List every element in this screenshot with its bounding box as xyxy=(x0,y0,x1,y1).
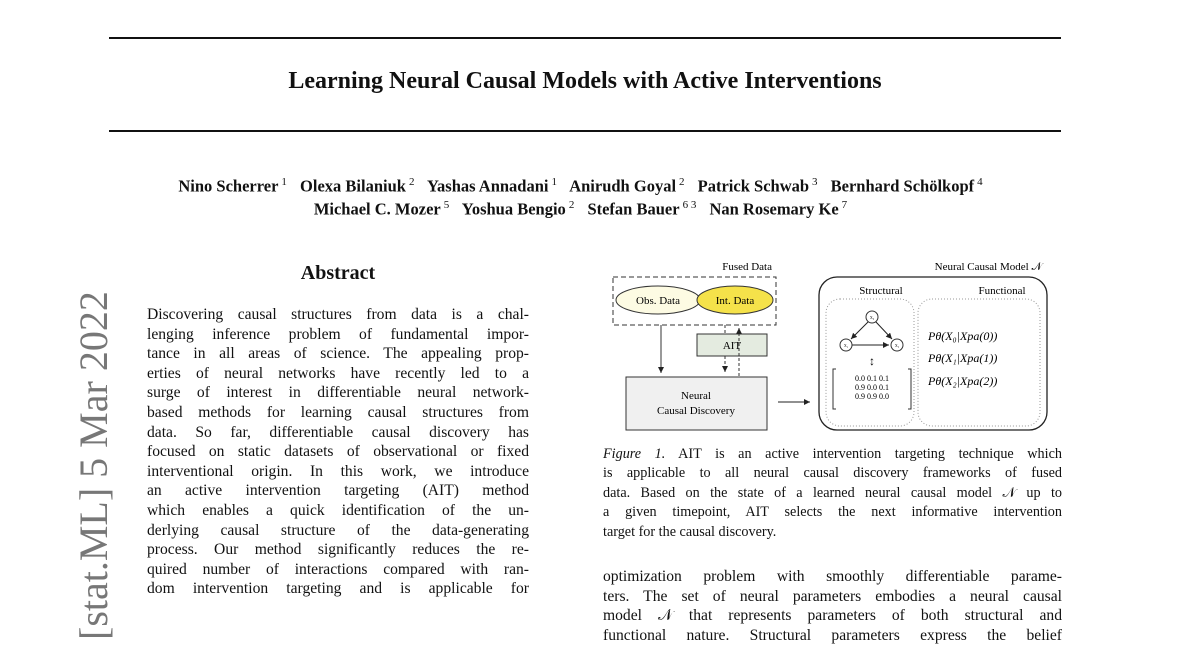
text-line: lenging inference problem of fundamental impor- xyxy=(147,325,529,343)
text-line: tance in all areas of science. The appealing prop- xyxy=(147,345,529,363)
text-line: quired number of interactions compared with ran- xyxy=(147,560,529,578)
ait-label: AIT xyxy=(722,340,742,352)
prob-expr: Pθ(X₀|Xpa(0)) xyxy=(928,329,998,343)
ncd-label: Causal Discovery xyxy=(657,405,735,417)
text-line: functional nature. Structural parameters express the belief xyxy=(603,626,1062,644)
text-line: focused on static datasets of observational or fixed xyxy=(147,443,529,461)
affiliation: 1 xyxy=(551,176,557,188)
affiliation: 6 3 xyxy=(682,199,697,211)
text-line: which enables a quick identification of the un- xyxy=(147,501,529,519)
author: Michael C. Mozer xyxy=(313,199,441,219)
model-label: Neural Causal Model 𝒩 xyxy=(934,261,1042,273)
node-x2: X₂ xyxy=(894,343,900,348)
text-line: surge of interest in differentiable neural network- xyxy=(147,384,529,402)
author: Stefan Bauer xyxy=(587,199,680,219)
figure-caption xyxy=(603,445,1062,542)
prob-expr: Pθ(X₁|Xpa(1)) xyxy=(928,351,998,365)
functional-label: Functional xyxy=(978,285,1026,297)
obs-data-label: Obs. Data xyxy=(636,295,680,307)
affiliation: 4 xyxy=(977,176,983,188)
affiliation: 2 xyxy=(568,199,575,211)
text-line: process. Our method significantly reduces the re- xyxy=(147,541,529,559)
title-rule xyxy=(109,130,1061,132)
prob-expr: Pθ(X₂|Xpa(2)) xyxy=(928,374,998,388)
matrix-row: 0.9 0.9 0.0 xyxy=(855,392,889,401)
text-line: data. So far, differentiable causal discovery has xyxy=(147,423,529,441)
author: Olexa Bilaniuk xyxy=(300,176,406,196)
text-line: optimization problem with smoothly differentiable parame- xyxy=(603,568,1062,585)
svg-text:↕: ↕ xyxy=(869,354,875,368)
paper-title: Learning Neural Causal Models with Active Interventions xyxy=(288,68,882,94)
body-text-right xyxy=(603,567,1062,645)
matrix-row: 0.0 0.1 0.1 xyxy=(855,374,889,383)
author: Bernhard Schölkopf xyxy=(830,176,975,196)
affiliation: 2 xyxy=(408,176,415,188)
affiliation: 7 xyxy=(841,199,848,211)
neural-causal-discovery-box xyxy=(626,377,767,430)
fused-data-label: Fused Data xyxy=(722,261,772,273)
figure-1-diagram xyxy=(600,255,1060,435)
matrix-row: 0.9 0.0 0.1 xyxy=(855,383,889,392)
author-line-2 xyxy=(0,199,1170,220)
affiliation: 2 xyxy=(679,176,685,188)
text-line: AIT is an active intervention targeting technique which xyxy=(665,446,1062,462)
text-line: dom intervention targeting and is applicable for xyxy=(147,580,529,598)
text-line: an active intervention targeting (AIT) method xyxy=(147,482,529,500)
arxiv-stamp: [stat.ML] 5 Mar 2022 xyxy=(71,291,116,640)
text-line: interventional origin. In this work, we introduce xyxy=(147,462,529,480)
caption-label: Figure 1. xyxy=(603,446,666,462)
text-line: data. Based on the state of a learned neural causal model 𝒩 up to xyxy=(603,484,1062,501)
top-rule xyxy=(109,37,1061,39)
text-line: based methods for learning causal structures from xyxy=(147,403,529,421)
text-line: target for the causal discovery. xyxy=(603,523,777,540)
author-line-1 xyxy=(0,176,1170,197)
text-line: a given timepoint, AIT selects the next informative intervention xyxy=(603,504,1062,521)
author: Yoshua Bengio xyxy=(461,199,566,219)
int-data-label: Int. Data xyxy=(715,295,755,307)
author: Yashas Annadani xyxy=(426,176,549,196)
affiliation: 1 xyxy=(281,176,287,188)
text-line: erties of neural networks have recently led to a xyxy=(147,364,529,382)
node-x1: X₁ xyxy=(843,343,849,348)
text-line: is applicable to all neural causal discovery frameworks of fused xyxy=(603,465,1062,482)
abstract-heading: Abstract xyxy=(300,262,376,284)
text-line: Discovering causal structures from data is a chal- xyxy=(147,306,529,323)
affiliation: 5 xyxy=(443,199,450,211)
author: Nino Scherrer xyxy=(178,176,279,196)
author: Nan Rosemary Ke xyxy=(709,199,839,219)
structural-label: Structural xyxy=(859,285,903,297)
text-line: ters. The set of neural parameters embodies a neural causal xyxy=(603,587,1062,605)
text-line: derlying causal structure of the data-generating xyxy=(147,521,529,539)
text-line: model 𝒩 that represents parameters of both structural and xyxy=(603,607,1062,625)
ncd-label: Neural xyxy=(681,390,711,402)
abstract-body xyxy=(147,305,529,599)
node-x0: X₀ xyxy=(869,315,875,320)
affiliation: 3 xyxy=(812,176,818,188)
author: Anirudh Goyal xyxy=(569,176,677,196)
author: Patrick Schwab xyxy=(697,176,810,196)
